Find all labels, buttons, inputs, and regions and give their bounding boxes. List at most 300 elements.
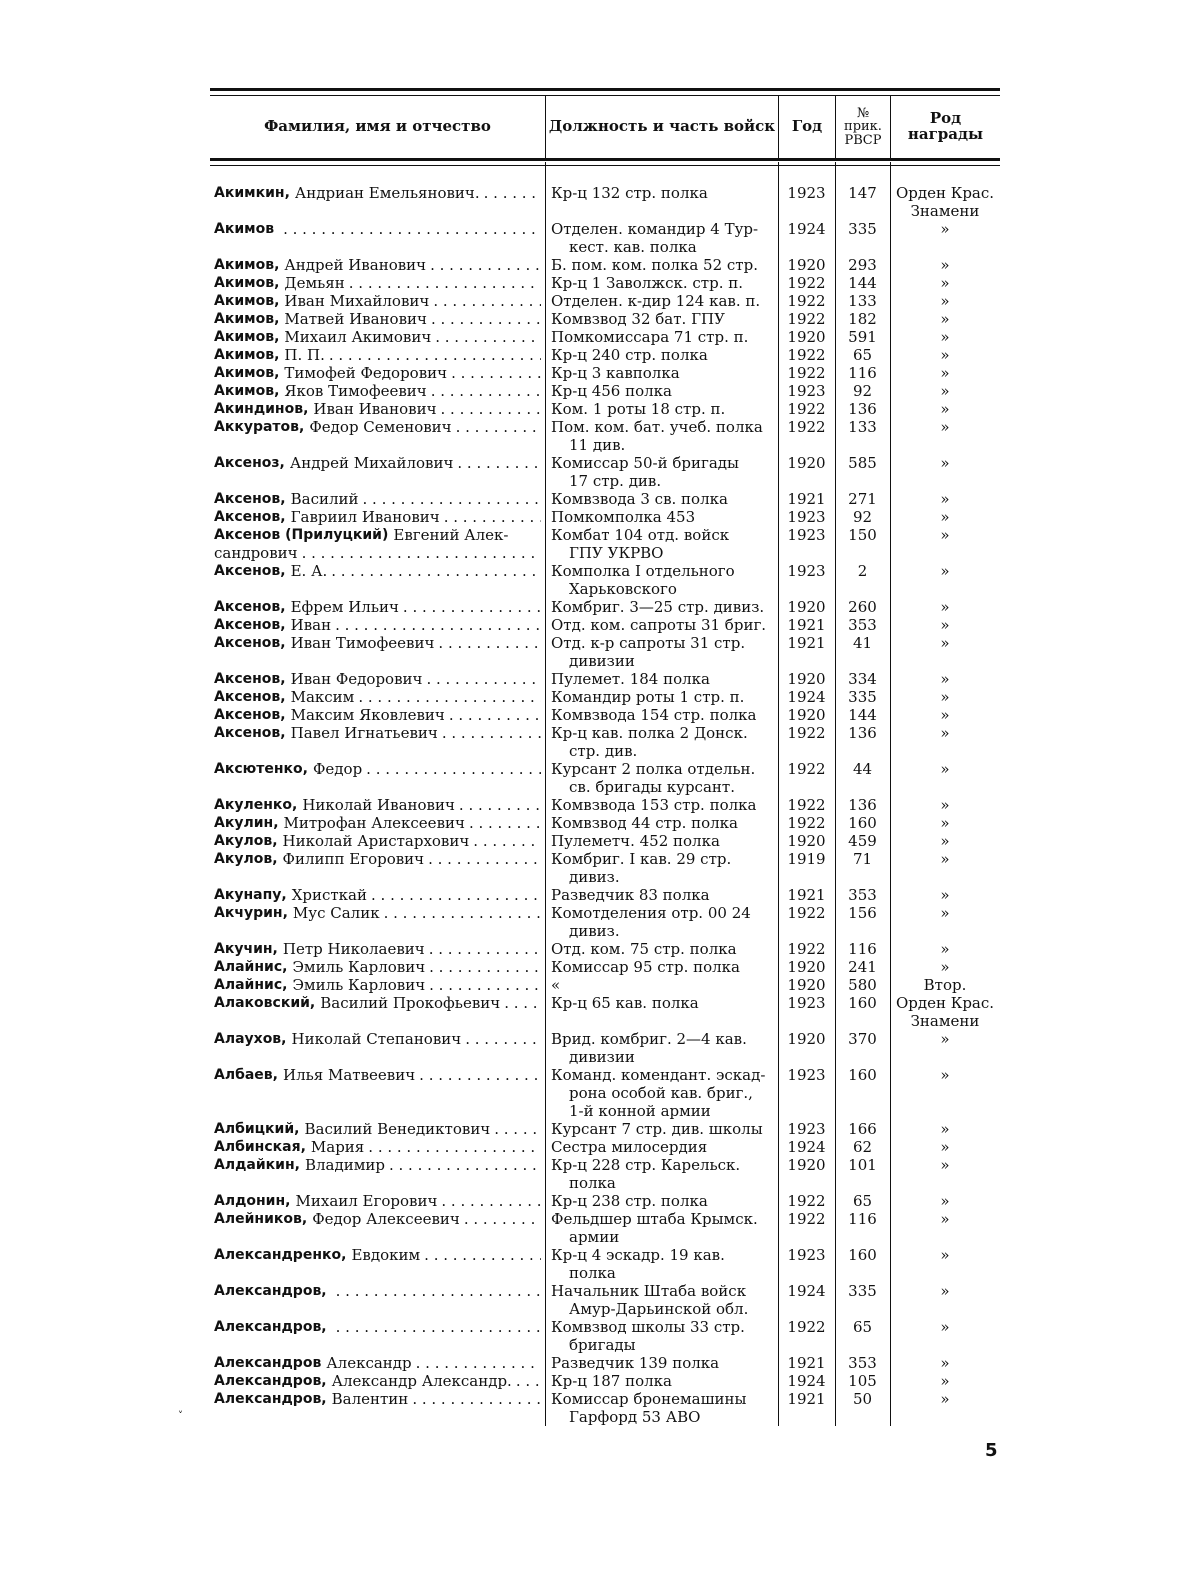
order-cell: 271 [848, 490, 877, 508]
name-cell [210, 1030, 545, 1066]
year-cell: 1921 [787, 490, 826, 508]
order-cell: 65 [852, 346, 873, 364]
award-cell [890, 364, 1000, 382]
leader-dots [435, 328, 541, 346]
surname: Аксенов, [214, 509, 286, 525]
order-cell: 353 [848, 616, 877, 634]
table-row [210, 508, 1000, 526]
position-cell [545, 508, 778, 526]
table-row [210, 598, 1000, 616]
year-cell: 1921 [787, 1390, 826, 1408]
surname: Акчурин, [214, 905, 288, 921]
header-order-line1: № [856, 105, 870, 121]
given-names: Василий Прокофьевич [320, 994, 501, 1012]
name-cell [210, 1282, 545, 1318]
header-year: Год [778, 96, 835, 158]
name-cell [210, 796, 545, 814]
year-cell: 1922 [787, 796, 826, 814]
position-line: Кр-ц 4 эскадр. 19 кав. [551, 1246, 725, 1264]
position-line: Ком. 1 роты 18 стр. п. [551, 400, 726, 418]
leader-dots [473, 832, 541, 850]
given-names: Федор [312, 760, 363, 778]
position-line: Харьковского [569, 580, 677, 598]
position-line: полка [569, 1174, 616, 1192]
award-line: Орден Крас. [895, 184, 995, 202]
leader-dots [416, 1354, 541, 1372]
award-cell [890, 832, 1000, 850]
year-cell: 1922 [787, 310, 826, 328]
order-cell: 71 [852, 850, 873, 868]
surname: Акимов, [214, 275, 280, 291]
position-cell [545, 994, 778, 1030]
position-line: Комиссар 50-й бригады [551, 454, 739, 472]
given-names: Андрей Михайлович [289, 454, 454, 472]
order-cell: 41 [852, 634, 873, 652]
order-cell: 182 [848, 310, 877, 328]
table-row [210, 832, 1000, 850]
position-line: рона особой кав. бриг., [569, 1084, 753, 1102]
table-row [210, 220, 1000, 256]
surname: Албаев, [214, 1067, 278, 1083]
position-line: Команд. комендант. эскад- [551, 1066, 766, 1084]
position-cell [545, 220, 778, 256]
given-names: Эмиль Карлович [292, 976, 426, 994]
name-cell [210, 274, 545, 292]
award-cell [890, 724, 1000, 760]
award-cell [890, 400, 1000, 418]
leader-dots [336, 1318, 541, 1336]
award-cell [890, 616, 1000, 634]
surname: Акимкин, [214, 185, 290, 201]
position-cell [545, 1156, 778, 1192]
year-cell: 1922 [787, 1318, 826, 1336]
position-cell [545, 1318, 778, 1354]
order-cell: 459 [848, 832, 877, 850]
position-line: Отд. ком. 75 стр. полка [551, 940, 737, 958]
surname: Акиндинов, [214, 401, 309, 417]
given-names: Иван [290, 616, 332, 634]
leader-dots [335, 616, 541, 634]
year-cell: 1922 [787, 1210, 826, 1228]
award-cell [890, 994, 1000, 1030]
year-cell: 1920 [787, 454, 826, 472]
surname: Акулов, [214, 833, 278, 849]
table-body [210, 184, 1000, 1426]
year-cell: 1922 [787, 400, 826, 418]
name-cell [210, 1246, 545, 1282]
position-line: « [551, 976, 561, 994]
leader-dots [426, 670, 541, 688]
surname: Александров, [214, 1373, 327, 1389]
award-line: » [940, 274, 950, 292]
award-line: » [940, 760, 950, 778]
name-cell [210, 904, 545, 940]
table-row [210, 526, 1000, 562]
name-cell [210, 400, 545, 418]
order-cell: 133 [848, 418, 877, 436]
header-order-line2: прик. [844, 119, 882, 135]
order-cell: 133 [848, 292, 877, 310]
position-line: Кр-ц 228 стр. Карельск. [551, 1156, 741, 1174]
leader-dots [484, 184, 541, 202]
award-line: » [940, 1390, 950, 1408]
position-cell [545, 184, 778, 220]
position-cell [545, 364, 778, 382]
award-line: » [940, 1066, 950, 1084]
table-row [210, 1282, 1000, 1318]
surname: Акимов, [214, 347, 280, 363]
order-cell: 92 [852, 508, 873, 526]
year-cell: 1920 [787, 1030, 826, 1048]
order-cell: 116 [848, 364, 877, 382]
given-names: Евгений Алек- [393, 526, 509, 544]
award-line: » [940, 328, 950, 346]
award-cell [890, 508, 1000, 526]
header-order [835, 96, 890, 158]
surname: Алайнис, [214, 977, 288, 993]
leader-dots [349, 274, 541, 292]
name-cell [210, 670, 545, 688]
position-line: дивизии [569, 1048, 635, 1066]
table-row [210, 274, 1000, 292]
surname: Александров, [214, 1319, 327, 1335]
award-line: » [940, 832, 950, 850]
position-line: Кр-ц 187 полка [551, 1372, 672, 1390]
name-cell [210, 958, 545, 976]
surname: Албинская, [214, 1139, 306, 1155]
leader-dots [494, 1120, 541, 1138]
leader-dots [419, 1066, 541, 1084]
award-cell [890, 454, 1000, 490]
year-cell: 1920 [787, 958, 826, 976]
award-line: » [940, 382, 950, 400]
position-cell [545, 724, 778, 760]
year-cell: 1923 [787, 1246, 826, 1264]
name-cell [210, 490, 545, 508]
table-row [210, 454, 1000, 490]
award-line: » [940, 1318, 950, 1336]
given-names: Петр Николаевич [282, 940, 425, 958]
year-cell: 1922 [787, 346, 826, 364]
position-cell [545, 814, 778, 832]
year-cell: 1923 [787, 994, 826, 1012]
award-line: » [940, 1138, 950, 1156]
name-cell [210, 850, 545, 886]
award-line: » [940, 1282, 950, 1300]
table-row [210, 1246, 1000, 1282]
position-line: стр. див. [569, 742, 638, 760]
name-cell [210, 940, 545, 958]
name-cell [210, 346, 545, 364]
year-cell: 1920 [787, 1156, 826, 1174]
year-cell: 1922 [787, 1192, 826, 1210]
surname: Аксенов (Прилуцкий) [214, 527, 389, 543]
surname: Александренко, [214, 1247, 347, 1263]
award-line: » [940, 454, 950, 472]
year-cell: 1922 [787, 274, 826, 292]
table-row [210, 670, 1000, 688]
order-cell: 160 [848, 994, 877, 1012]
award-line: » [940, 706, 950, 724]
order-cell: 136 [848, 400, 877, 418]
given-names: Федор Семенович [309, 418, 452, 436]
name-cell [210, 760, 545, 796]
leader-dots [424, 1246, 541, 1264]
year-cell: 1923 [787, 1120, 826, 1138]
surname: Аксенов, [214, 689, 286, 705]
given-names: Матвей Иванович [284, 310, 427, 328]
surname: Акунапу, [214, 887, 287, 903]
position-line: Отд. к-р сапроты 31 стр. [551, 634, 746, 652]
position-cell [545, 616, 778, 634]
table-row [210, 382, 1000, 400]
year-cell: 1923 [787, 382, 826, 400]
surname: Аксенов, [214, 617, 286, 633]
table-row [210, 958, 1000, 976]
position-cell [545, 958, 778, 976]
award-cell [890, 1030, 1000, 1066]
award-cell [890, 886, 1000, 904]
table-row [210, 850, 1000, 886]
name-cell [210, 688, 545, 706]
table-row [210, 1030, 1000, 1066]
year-cell: 1921 [787, 1354, 826, 1372]
position-line: ГПУ УКРВО [569, 544, 664, 562]
surname: Аксенов, [214, 707, 286, 723]
surname: Алаковский, [214, 995, 316, 1011]
given-names: Максим Яковлевич [290, 706, 445, 724]
year-cell: 1920 [787, 670, 826, 688]
award-line: » [940, 256, 950, 274]
position-line: Комвзвода 153 стр. полка [551, 796, 757, 814]
position-line: Кр-ц кав. полка 2 Донск. [551, 724, 748, 742]
year-cell: 1922 [787, 904, 826, 922]
position-cell [545, 598, 778, 616]
table-row [210, 1066, 1000, 1120]
leader-dots [431, 382, 541, 400]
award-line: » [940, 310, 950, 328]
position-cell [545, 1246, 778, 1282]
given-names: Демьян [284, 274, 345, 292]
table-row [210, 256, 1000, 274]
position-line: Курсант 7 стр. див. школы [551, 1120, 763, 1138]
leader-dots [504, 994, 541, 1012]
name-cell [210, 724, 545, 760]
award-cell [890, 796, 1000, 814]
award-cell [890, 1120, 1000, 1138]
position-line: Разведчик 139 полка [551, 1354, 720, 1372]
year-cell: 1924 [787, 1372, 826, 1390]
position-line: Кр-ц 1 Заволжск. стр. п. [551, 274, 744, 292]
given-names: Иван Федорович [290, 670, 423, 688]
award-line: » [940, 850, 950, 868]
name-cell [210, 382, 545, 400]
table-row [210, 562, 1000, 598]
header-position: Должность и часть войск [545, 96, 778, 158]
position-cell [545, 454, 778, 490]
leader-dots [336, 1282, 541, 1300]
given-names: Михаил Егорович [295, 1192, 438, 1210]
order-cell: 580 [848, 976, 877, 994]
position-cell [545, 562, 778, 598]
name-cell [210, 1372, 545, 1390]
award-line: » [940, 562, 950, 580]
surname: Аксенов, [214, 635, 286, 651]
surname: Акимов, [214, 311, 280, 327]
position-line: Гарфорд 53 АВО [569, 1408, 701, 1426]
leader-dots [456, 418, 541, 436]
position-cell [545, 1192, 778, 1210]
position-cell [545, 634, 778, 670]
given-names: Максим [290, 688, 355, 706]
table-row [210, 400, 1000, 418]
award-line: » [940, 1156, 950, 1174]
order-cell: 166 [848, 1120, 877, 1138]
year-cell: 1923 [787, 184, 826, 202]
table-row [210, 1210, 1000, 1246]
surname: Александров, [214, 1391, 327, 1407]
year-cell: 1922 [787, 724, 826, 742]
surname: Алдонин, [214, 1193, 291, 1209]
position-line: Комвзвод 44 стр. полка [551, 814, 738, 832]
order-cell: 353 [848, 886, 877, 904]
leader-dots [464, 1210, 541, 1228]
name-cell [210, 1390, 545, 1426]
table-row [210, 814, 1000, 832]
order-cell: 105 [848, 1372, 877, 1390]
position-line: Пулемет. 184 полка [551, 670, 710, 688]
year-cell: 1920 [787, 256, 826, 274]
year-cell: 1923 [787, 526, 826, 544]
name-cell [210, 1210, 545, 1246]
order-cell: 591 [848, 328, 877, 346]
leader-dots [469, 814, 541, 832]
position-line: Командир роты 1 стр. п. [551, 688, 745, 706]
position-cell [545, 796, 778, 814]
award-cell [890, 292, 1000, 310]
award-cell [890, 274, 1000, 292]
name-cell [210, 634, 545, 670]
surname: Алаухов, [214, 1031, 287, 1047]
position-cell [545, 832, 778, 850]
award-cell [890, 1210, 1000, 1246]
table-row [210, 904, 1000, 940]
position-cell [545, 490, 778, 508]
leader-dots [384, 904, 541, 922]
position-line: 1-й конной армии [569, 1102, 711, 1120]
position-line: Кр-ц 3 кавполка [551, 364, 680, 382]
year-cell: 1924 [787, 688, 826, 706]
leader-dots [465, 1030, 541, 1048]
table-row [210, 1372, 1000, 1390]
surname: Аксенов, [214, 725, 286, 741]
given-names: Евдоким [351, 1246, 421, 1264]
given-names: Мария [310, 1138, 365, 1156]
name-cell [210, 454, 545, 490]
year-cell: 1924 [787, 1138, 826, 1156]
position-line: Пулеметч. 452 полка [551, 832, 720, 850]
order-cell: 62 [852, 1138, 873, 1156]
award-cell [890, 850, 1000, 886]
position-line: Сестра милосердия [551, 1138, 708, 1156]
name-cell [210, 364, 545, 382]
position-line: Отд. ком. сапроты 31 бриг. [551, 616, 767, 634]
surname: Аксютенко, [214, 761, 308, 777]
surname: Акимов, [214, 293, 280, 309]
position-cell [545, 1282, 778, 1318]
position-line: 17 стр. див. [569, 472, 662, 490]
award-cell [890, 958, 1000, 976]
given-names: Александр [326, 1354, 412, 1372]
position-cell [545, 706, 778, 724]
surname: Акуленко, [214, 797, 298, 813]
position-cell [545, 328, 778, 346]
leader-dots [441, 1192, 541, 1210]
position-line: Врид. комбриг. 2—4 кав. [551, 1030, 747, 1048]
order-cell: 65 [852, 1318, 873, 1336]
award-cell [890, 310, 1000, 328]
surname: Аксенов, [214, 491, 286, 507]
name-cell [210, 184, 545, 220]
award-line: » [940, 796, 950, 814]
surname: Алейников, [214, 1211, 308, 1227]
name-cell [210, 508, 545, 526]
table-row [210, 616, 1000, 634]
leader-dots [371, 886, 541, 904]
surname: Алдайкин, [214, 1157, 300, 1173]
award-line: » [940, 400, 950, 418]
year-cell: 1922 [787, 292, 826, 310]
year-cell: 1922 [787, 418, 826, 436]
surname: Аккуратов, [214, 419, 305, 435]
year-cell: 1923 [787, 1066, 826, 1084]
year-cell: 1922 [787, 364, 826, 382]
position-line: Комиссар 95 стр. полка [551, 958, 740, 976]
leader-dots [329, 346, 541, 364]
position-line: бригады [569, 1336, 636, 1354]
order-cell: 353 [848, 1354, 877, 1372]
award-line: » [940, 418, 950, 436]
order-cell: 334 [848, 670, 877, 688]
name-cell [210, 1066, 545, 1120]
order-cell: 585 [848, 454, 877, 472]
header-name: Фамилия, имя и отчество [264, 117, 491, 136]
award-line: » [940, 1246, 950, 1264]
award-cell [890, 670, 1000, 688]
table-row [210, 976, 1000, 994]
year-cell: 1920 [787, 328, 826, 346]
table-row [210, 1192, 1000, 1210]
year-cell: 1924 [787, 220, 826, 238]
leader-dots [428, 850, 541, 868]
position-cell [545, 346, 778, 364]
name-cell [210, 310, 545, 328]
award-line: » [940, 1210, 950, 1228]
award-cell [890, 940, 1000, 958]
position-cell [545, 1030, 778, 1066]
name-cell [210, 1138, 545, 1156]
given-names: Николай Степанович [291, 1030, 462, 1048]
name-cell [210, 1192, 545, 1210]
award-cell [890, 1138, 1000, 1156]
leader-dots [358, 688, 541, 706]
position-line: кест. кав. полка [569, 238, 697, 256]
given-names: Филипп Егорович [282, 850, 425, 868]
position-cell [545, 400, 778, 418]
given-names: Андрей Иванович [284, 256, 427, 274]
table-row [210, 1318, 1000, 1354]
given-names: Мус Салик [292, 904, 380, 922]
